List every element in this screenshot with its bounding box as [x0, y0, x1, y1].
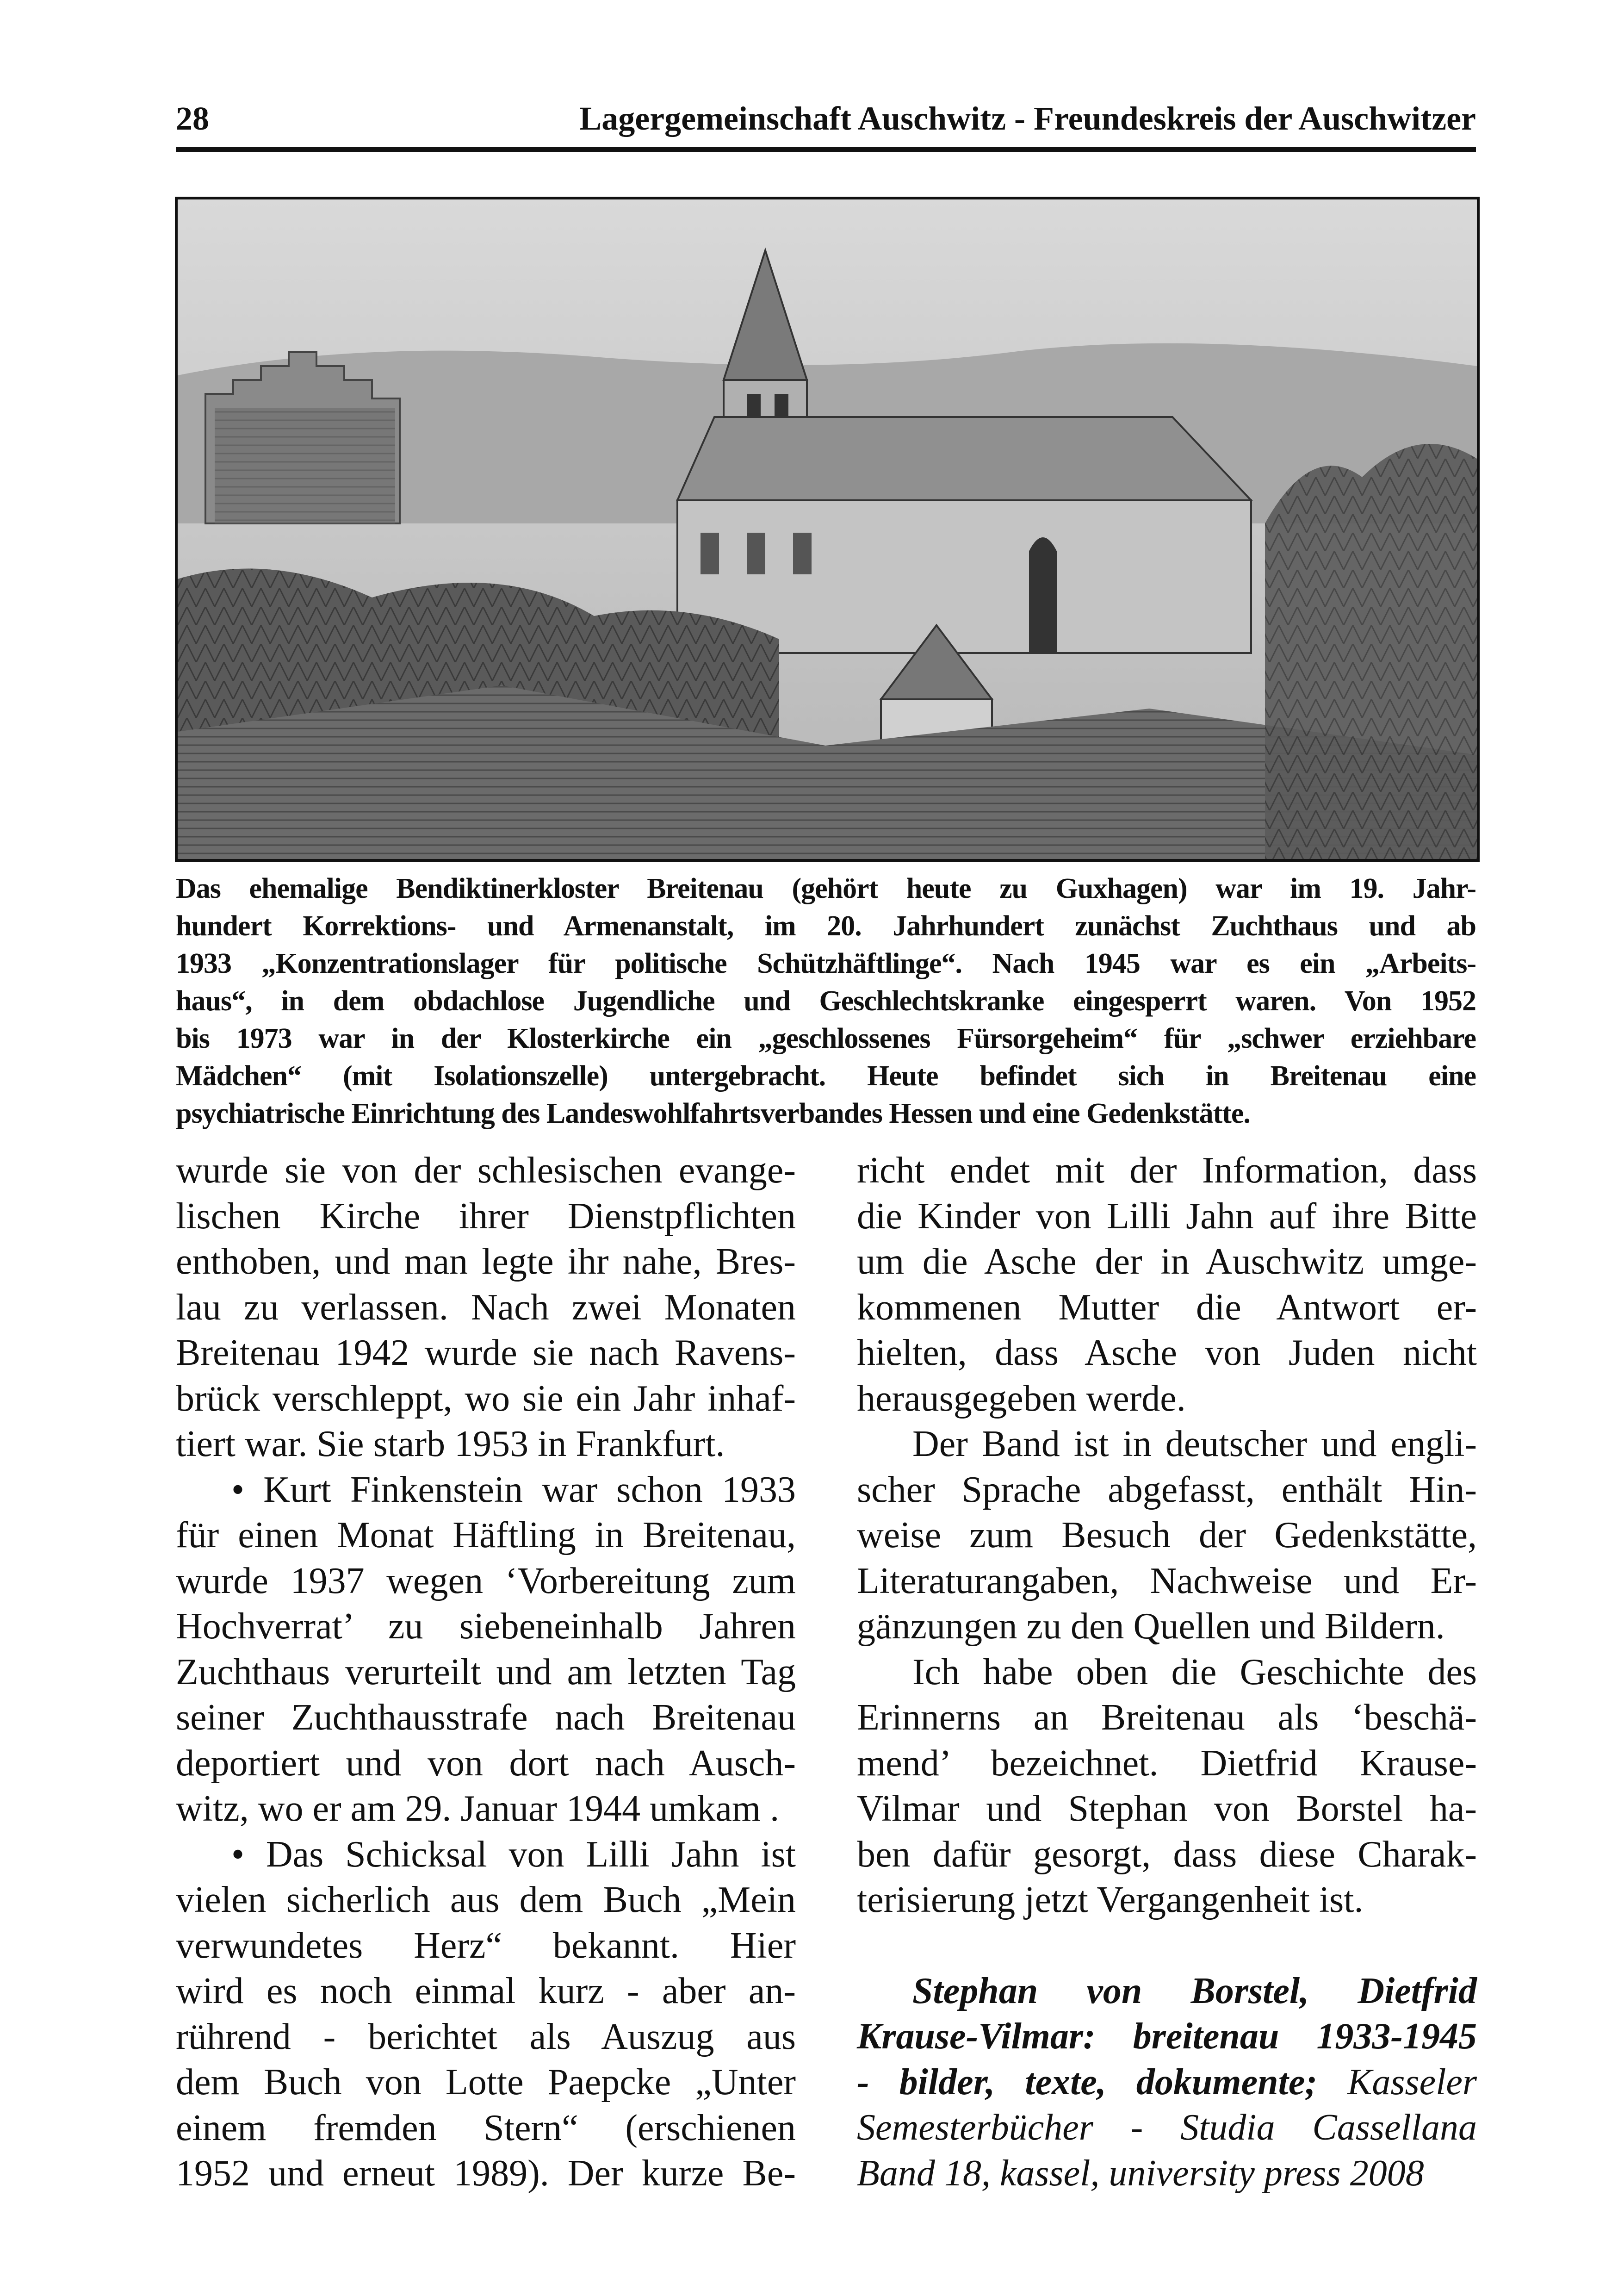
caption-line: hundert Korrektions- und Armenanstalt, im 20. Jahrhundert zunächst Zuchthaus und ab [176, 910, 1476, 942]
photo-illustration [178, 199, 1477, 859]
caption-line: Mädchen“ (mit Isolationszelle) untergebracht. Heute befindet sich in Breitenau eine [176, 1060, 1476, 1092]
text-line: lau zu verlassen. Nach zwei Monaten [176, 1287, 796, 1328]
book-citation [857, 1968, 1477, 2196]
left-column [176, 1148, 796, 2196]
citation-line: Krause-Vilmar: breitenau 1933-1945 [857, 2016, 1477, 2057]
text-line: enthoben, und man legte ihr nahe, Bres- [176, 1241, 796, 1282]
text-line: Hochverrat’ zu siebeneinhalb Jahren [176, 1606, 796, 1647]
text-line: verwundetes Herz“ bekannt. Hier [176, 1925, 796, 1966]
citation-rest: Kasseler [1317, 2061, 1477, 2103]
text-line: herausgegeben werde. [857, 1378, 1186, 1419]
text-line: wurde sie von der schlesischen evange- [176, 1150, 796, 1191]
citation-line: Band 18, kassel, university press 2008 [857, 2153, 1424, 2194]
paragraph [176, 1148, 796, 1467]
text-line: brück verschleppt, wo sie ein Jahr inhaf- [176, 1378, 796, 1419]
text-line: wird es noch einmal kurz - aber an- [176, 1971, 796, 2011]
text-line: tiert war. Sie starb 1953 in Frankfurt. [176, 1424, 725, 1464]
text-line: Der Band ist in deutscher und engli- [912, 1424, 1477, 1464]
citation-line: Semesterbücher - Studia Cassellana [857, 2107, 1477, 2148]
paragraph [176, 1832, 796, 2196]
text-line: lischen Kirche ihrer Dienstpflichten [176, 1195, 796, 1237]
text-line: wurde 1937 wegen ‘Vorbereitung zum [176, 1560, 796, 1601]
text-line: deportiert und von dort nach Ausch- [176, 1742, 796, 1784]
text-line: um die Asche der in Auschwitz umge- [857, 1241, 1477, 1282]
running-head: Lagergemeinschaft Auschwitz - Freundeskreis der Auschwitzer [579, 100, 1476, 137]
paragraph [857, 1649, 1477, 1923]
text-line: rührend - berichtet als Auszug aus [176, 2016, 796, 2057]
paragraph [176, 1467, 796, 1832]
citation-bold: - bilder, texte, dokumente; [857, 2061, 1317, 2103]
text-line: Literaturangaben, Nachweise und Er- [857, 1560, 1477, 1601]
caption-line: 1933 „Konzentrationslager für politische Schützhäftlinge“. Nach 1945 war es ein „Arbeits- [176, 948, 1476, 979]
text-line: terisierung jetzt Vergangenheit ist. [857, 1879, 1364, 1920]
text-line: scher Sprache abgefasst, enthält Hin- [857, 1469, 1477, 1510]
text-line: • Das Schicksal von Lilli Jahn ist [231, 1834, 796, 1875]
caption-line: bis 1973 war in der Klosterkirche ein „geschlossenes Fürsorgeheim“ für „schwer erziehbare [176, 1023, 1476, 1054]
citation-line [857, 2060, 1477, 2105]
text-line: Zuchthaus verurteilt und am letzten Tag [176, 1651, 796, 1692]
caption-line: psychiatrische Einrichtung des Landeswohlfahrtsverbandes Hessen und eine Gedenkstätte. [176, 1098, 1250, 1129]
citation-line: Stephan von Borstel, Dietfrid [912, 1970, 1477, 2011]
photo-caption [176, 870, 1476, 1132]
text-line: dem Buch von Lotte Paepcke „Unter [176, 2062, 796, 2103]
text-line: die Kinder von Lilli Jahn auf ihre Bitte [857, 1195, 1477, 1237]
text-line: 1952 und erneut 1989). Der kurze Be- [176, 2153, 796, 2194]
text-line: einem fremden Stern“ (erschienen [176, 2107, 796, 2148]
text-line: richt endet mit der Information, dass [857, 1150, 1477, 1191]
text-line: kommenen Mutter die Antwort er- [857, 1287, 1477, 1328]
page-header [176, 100, 1476, 155]
photo-kloster-breitenau [175, 197, 1480, 862]
text-line: weise zum Besuch der Gedenkstätte, [857, 1515, 1477, 1556]
paragraph [857, 1148, 1477, 1421]
paragraph [857, 1421, 1477, 1649]
page-number: 28 [176, 100, 209, 137]
caption-line: haus“, in dem obdachlose Jugendliche und Geschlechtskranke eingesperrt waren. Von 1952 [176, 985, 1476, 1017]
text-line: ben dafür gesorgt, dass diese Charak- [857, 1834, 1477, 1875]
text-line: Ich habe oben die Geschichte des [912, 1651, 1477, 1692]
text-line: Vilmar und Stephan von Borstel ha- [857, 1788, 1477, 1829]
caption-line: Das ehemalige Bendiktinerkloster Breitenau (gehört heute zu Guxhagen) war im 19. Jahr- [176, 873, 1476, 904]
text-line: • Kurt Finkenstein war schon 1933 [231, 1469, 796, 1510]
text-line: Breitenau 1942 wurde sie nach Ravens- [176, 1332, 796, 1373]
text-line: gänzungen zu den Quellen und Bildern. [857, 1606, 1445, 1647]
text-line: Erinnerns an Breitenau als ‘beschä- [857, 1697, 1477, 1738]
right-column [857, 1148, 1477, 2196]
text-line: witz, wo er am 29. Januar 1944 umkam . [176, 1788, 780, 1829]
header-rule [176, 147, 1476, 152]
text-line: seiner Zuchthausstrafe nach Breitenau [176, 1697, 796, 1738]
text-line: für einen Monat Häftling in Breitenau, [176, 1515, 796, 1556]
text-line: vielen sicherlich aus dem Buch „Mein [176, 1879, 796, 1920]
text-line: hielten, dass Asche von Juden nicht [857, 1332, 1477, 1373]
text-line: mend’ bezeichnet. Dietfrid Krause- [857, 1742, 1477, 1784]
